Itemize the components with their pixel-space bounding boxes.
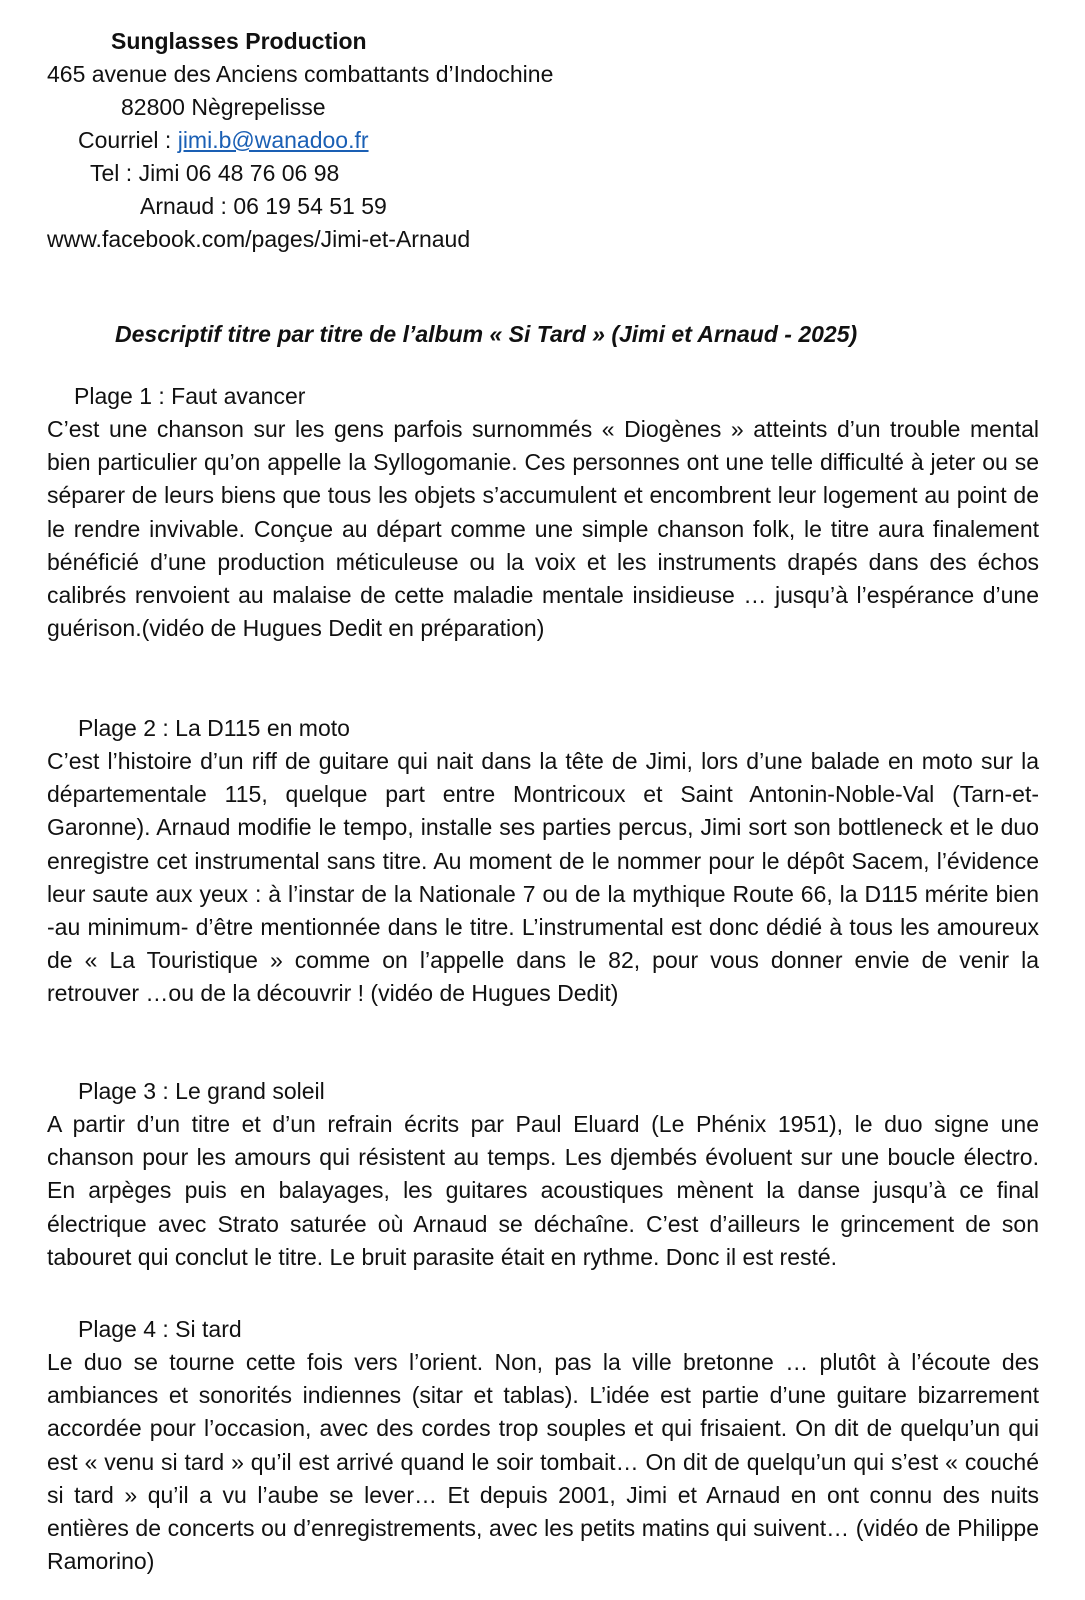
track-1-title: Plage 1 : Faut avancer	[74, 383, 306, 409]
track-1-description: C’est une chanson sur les gens parfois surnommés « Diogènes » atteints d’un trouble mental bien particulier qu’on appelle la Syllogomanie. Ces personnes ont une telle difficulté à jeter ou se séparer de leurs biens que tous les objets s’accumulent et encombrent leur logement au point de le rendre invivable. Conçue au départ comme une simple chanson folk, le titre aura finalement bénéficié d’une production méticuleuse ou la voix et les instruments drapés dans des échos calibrés renvoient au malaise de cette maladie mentale insidieuse … jusqu’à l’espérance d’une guérison.(vidéo de Hugues Dedit en préparation)	[47, 416, 1039, 642]
company-name: Sunglasses Production	[111, 28, 367, 54]
address-city: 82800 Nègrepelisse	[121, 94, 326, 120]
address-street: 465 avenue des Anciens combattants d’Indochine	[47, 61, 554, 87]
document-title: Descriptif titre par titre de l’album « Si Tard » (Jimi et Arnaud - 2025)	[115, 321, 858, 347]
track-3-title: Plage 3 : Le grand soleil	[78, 1078, 325, 1104]
track-4-description: Le duo se tourne cette fois vers l’orient. Non, pas la ville bretonne … plutôt à l’écoute des ambiances et sonorités indiennes (sitar et tablas). L’idée est partie d’une guitare bizarrement accordée pour l’occasion, avec des cordes trop souples et qui frisaient. On dit de quelqu’un qui est « venu si tard » qu’il est arrivé quand le soir tombait… On dit de quelqu’un qui s’est « couché si tard » qu’il a vu l’aube se lever… Et depuis 2001, Jimi et Arnaud en ont connu des nuits entières de concerts ou d’enregistrements, avec les petits matins qui suivent… (vidéo de Philippe Ramorino)	[47, 1349, 1039, 1575]
website-url: www.facebook.com/pages/Jimi-et-Arnaud	[47, 226, 471, 252]
email-line	[78, 124, 369, 157]
track-2-description: C’est l’histoire d’un riff de guitare qui nait dans la tête de Jimi, lors d’une balade en moto sur la départementale 115, quelque part entre Montricoux et Saint Antonin-Noble-Val (Tarn-et-Garonne). Arnaud modifie le tempo, installe ses parties percus, Jimi sort son bottleneck et le duo enregistre cet instrumental sans titre. Au moment de le nommer pour le dépôt Sacem, l’évidence leur saute aux yeux : à l’instar de la Nationale 7 ou de la mythique Route 66, la D115 mérite bien -au minimum- d’être mentionnée dans le titre. L’instrumental est donc dédié à tous les amoureux de « La Touristique » comme on l’appelle dans le 82, pour vous donner envie de venir la retrouver …ou de la découvrir ! (vidéo de Hugues Dedit)	[47, 748, 1039, 1007]
email-label: Courriel :	[78, 127, 178, 153]
track-2-title: Plage 2 : La D115 en moto	[78, 715, 350, 741]
phone-jimi: Tel : Jimi 06 48 76 06 98	[90, 160, 340, 186]
track-4-title: Plage 4 : Si tard	[78, 1316, 242, 1342]
track-3-description: A partir d’un titre et d’un refrain écrits par Paul Eluard (Le Phénix 1951), le duo signe une chanson pour les amours qui résistent au temps. Les djembés évoluent sur une boucle électro. En arpèges puis en balayages, les guitares acoustiques mènent la danse jusqu’à ce final électrique avec Strato saturée où Arnaud se déchaîne. C’est d’ailleurs le grincement de son tabouret qui conclut le titre. Le bruit parasite était en rythme. Donc il est resté.	[47, 1111, 1039, 1270]
email-link[interactable]: jimi.b@wanadoo.fr	[177, 127, 369, 153]
phone-arnaud: Arnaud : 06 19 54 51 59	[140, 193, 387, 219]
